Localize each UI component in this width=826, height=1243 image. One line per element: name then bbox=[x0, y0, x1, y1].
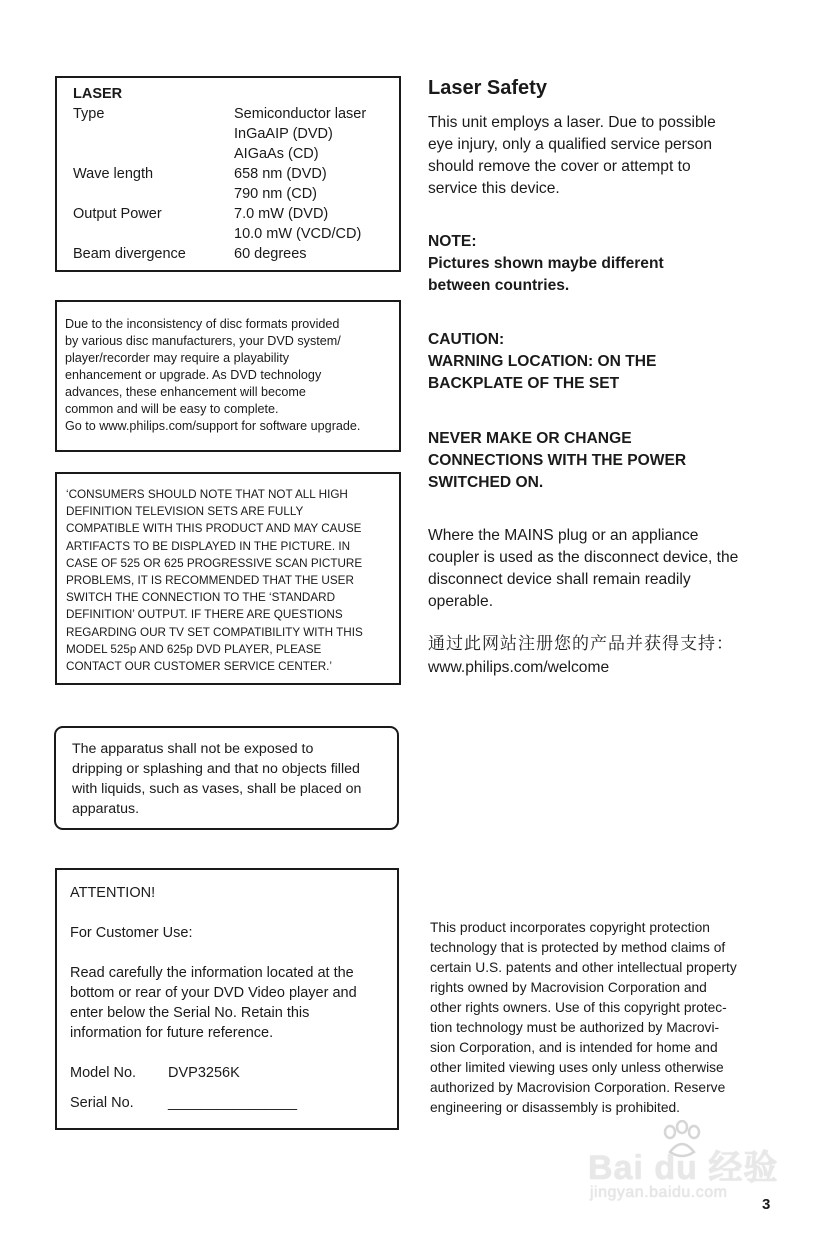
attention-body-line: information for future reference. bbox=[70, 1025, 274, 1041]
macrovision-line: certain U.S. patents and other intellectual property bbox=[430, 960, 737, 975]
power-warning-line: CONNECTIONS WITH THE POWER bbox=[428, 452, 687, 469]
laser-row-value: InGaAIP (DVD) bbox=[234, 126, 333, 142]
consumer-hdtv-notice bbox=[55, 472, 401, 685]
consumer-notice-line: MODEL 525p AND 625p DVD PLAYER, PLEASE bbox=[66, 642, 322, 656]
note-block bbox=[428, 231, 788, 297]
laser-row-value: 790 nm (CD) bbox=[234, 186, 317, 202]
note-label: NOTE: bbox=[428, 233, 477, 250]
consumer-notice-line: COMPATIBLE WITH THIS PRODUCT AND MAY CAUSE bbox=[66, 522, 362, 536]
laser-row-value: AIGaAs (CD) bbox=[234, 146, 319, 162]
disc-notice-line: Go to www.philips.com/support for software upgrade. bbox=[65, 419, 361, 433]
attention-title: ATTENTION! bbox=[70, 885, 156, 901]
attention-body-line: Read carefully the information located at the bbox=[70, 965, 354, 981]
laser-row-value: 7.0 mW (DVD) bbox=[234, 206, 329, 222]
mains-disconnect-text bbox=[428, 525, 788, 613]
caution-line: CAUTION: bbox=[428, 331, 505, 348]
laser-row-value: Semiconductor laser bbox=[234, 106, 367, 122]
disc-notice-line: common and will be easy to complete. bbox=[65, 402, 279, 416]
apparatus-warning bbox=[54, 726, 399, 830]
laser-row-beam-divergence bbox=[73, 244, 389, 264]
disc-notice-line: enhancement or upgrade. As DVD technology bbox=[65, 368, 322, 382]
macrovision-line: rights owned by Macrovision Corporation and bbox=[430, 980, 707, 995]
attention-body-line: bottom or rear of your DVD Video player and bbox=[70, 985, 357, 1001]
note-line: Pictures shown maybe different bbox=[428, 255, 664, 272]
power-warning-line: SWITCHED ON. bbox=[428, 474, 544, 491]
apparatus-line: with liquids, such as vases, shall be placed on bbox=[72, 781, 362, 797]
laser-row-label: Wave length bbox=[73, 166, 154, 182]
mains-line: disconnect device shall remain readily bbox=[428, 571, 691, 588]
laser-safety-title: Laser Safety bbox=[428, 77, 547, 99]
macrovision-line: technology that is protected by method claims of bbox=[430, 940, 726, 955]
model-row bbox=[70, 1063, 389, 1083]
welcome-url: www.philips.com/welcome bbox=[428, 659, 610, 676]
laser-safety-line: service this device. bbox=[428, 180, 560, 197]
serial-row bbox=[70, 1093, 389, 1113]
laser-row-label: Output Power bbox=[73, 206, 162, 222]
model-value: DVP3256K bbox=[168, 1065, 240, 1081]
caution-line: WARNING LOCATION: ON THE bbox=[428, 353, 657, 370]
disc-format-notice bbox=[55, 300, 401, 452]
attention-box bbox=[55, 868, 399, 1130]
macrovision-line: engineering or disassembly is prohibited. bbox=[430, 1100, 681, 1115]
laser-row-value: 60 degrees bbox=[234, 246, 307, 262]
serial-label: Serial No. bbox=[70, 1095, 134, 1111]
power-warning-line: NEVER MAKE OR CHANGE bbox=[428, 430, 632, 447]
laser-heading: LASER bbox=[73, 86, 123, 102]
consumer-notice-line: CASE OF 525 OR 625 PROGRESSIVE SCAN PICTURE bbox=[66, 556, 363, 570]
macrovision-line: tion technology must be authorized by Macrovi- bbox=[430, 1020, 720, 1035]
macrovision-line: This product incorporates copyright protection bbox=[430, 920, 710, 935]
consumer-notice-line: ‘CONSUMERS SHOULD NOTE THAT NOT ALL HIGH bbox=[66, 488, 348, 501]
consumer-notice-line: SWITCH THE CONNECTION TO THE ‘STANDARD bbox=[66, 591, 336, 605]
disc-notice-line: player/recorder may require a playability bbox=[65, 351, 289, 365]
laser-row-wave-length bbox=[73, 164, 389, 204]
power-warning-block bbox=[428, 428, 788, 494]
laser-row-value: 10.0 mW (VCD/CD) bbox=[234, 226, 362, 242]
consumer-notice-line: DEFINITION’ OUTPUT. IF THERE ARE QUESTIONS bbox=[66, 608, 343, 622]
watermark-url: jingyan.baidu.com bbox=[590, 1184, 728, 1201]
baidu-watermark bbox=[588, 1120, 788, 1210]
model-label: Model No. bbox=[70, 1065, 137, 1081]
disc-notice-line: advances, these enhancement will become bbox=[65, 385, 306, 399]
consumer-notice-line: CONTACT OUR CUSTOMER SERVICE CENTER.’ bbox=[66, 660, 333, 674]
register-product-chinese: 通过此网站注册您的产品并获得支持： bbox=[428, 634, 734, 654]
laser-row-output-power bbox=[73, 204, 389, 244]
macrovision-line: other rights owners. Use of this copyright protec- bbox=[430, 1000, 727, 1015]
caution-block bbox=[428, 329, 788, 395]
mains-line: Where the MAINS plug or an appliance bbox=[428, 527, 699, 544]
watermark-brand: Bai du 经验 bbox=[588, 1149, 779, 1187]
consumer-notice-line: PROBLEMS, IT IS RECOMMENDED THAT THE USER bbox=[66, 574, 354, 588]
note-line: between countries. bbox=[428, 277, 570, 294]
apparatus-line: The apparatus shall not be exposed to bbox=[72, 741, 314, 757]
consumer-notice-line: REGARDING OUR TV SET COMPATIBILITY WITH THIS bbox=[66, 625, 363, 639]
serial-value: ________________ bbox=[168, 1095, 298, 1111]
macrovision-line: authorized by Macrovision Corporation. Reserve bbox=[430, 1080, 726, 1095]
apparatus-line: dripping or splashing and that no objects filled bbox=[72, 761, 360, 777]
laser-safety-line: eye injury, only a qualified service person bbox=[428, 136, 713, 153]
laser-row-value: 658 nm (DVD) bbox=[234, 166, 327, 182]
macrovision-line: other limited viewing uses only unless otherwise bbox=[430, 1060, 724, 1075]
laser-spec-box bbox=[55, 76, 401, 272]
caution-line: BACKPLATE OF THE SET bbox=[428, 375, 620, 392]
mains-line: coupler is used as the disconnect device, the bbox=[428, 549, 739, 566]
apparatus-line: apparatus. bbox=[72, 801, 140, 817]
laser-row-label: Type bbox=[73, 106, 105, 122]
laser-row-label: Beam divergence bbox=[73, 246, 186, 262]
laser-safety-line: should remove the cover or attempt to bbox=[428, 158, 691, 175]
page-number: 3 bbox=[762, 1196, 771, 1213]
attention-subtitle: For Customer Use: bbox=[70, 925, 193, 941]
mains-line: operable. bbox=[428, 593, 494, 610]
macrovision-line: sion Corporation, and is intended for home and bbox=[430, 1040, 718, 1055]
disc-notice-line: Due to the inconsistency of disc formats provided bbox=[65, 317, 340, 331]
laser-safety-line: This unit employs a laser. Due to possible bbox=[428, 114, 716, 131]
disc-notice-line: by various disc manufacturers, your DVD system/ bbox=[65, 334, 341, 348]
macrovision-notice bbox=[430, 918, 780, 1118]
attention-body-line: enter below the Serial No. Retain this bbox=[70, 1005, 310, 1021]
laser-safety-text bbox=[428, 112, 778, 200]
consumer-notice-line: DEFINITION TELEVISION SETS ARE FULLY bbox=[66, 505, 304, 519]
consumer-notice-line: ARTIFACTS TO BE DISPLAYED IN THE PICTURE. IN bbox=[66, 539, 351, 553]
laser-row-type bbox=[73, 104, 389, 164]
